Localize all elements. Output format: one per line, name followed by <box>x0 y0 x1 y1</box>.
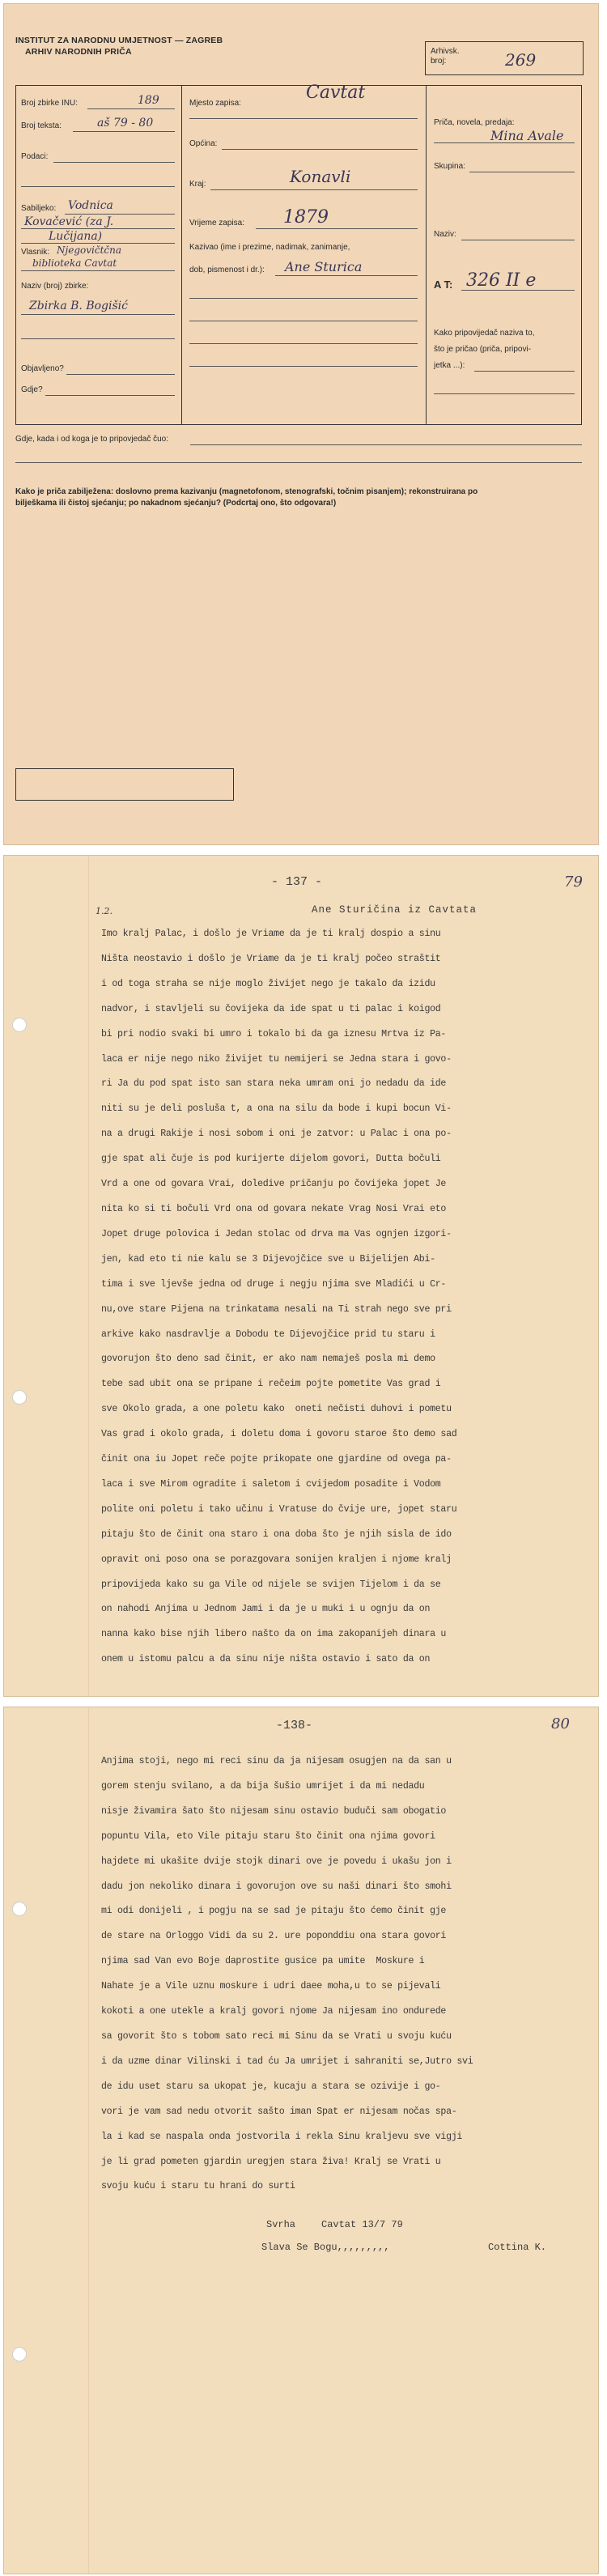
closing-signature: Cottina K. <box>488 2242 547 2253</box>
kako-label-2: što je pričao (priča, pripovi- <box>434 345 532 354</box>
sabiljeko-label: Sabiljeko: <box>21 204 57 213</box>
typed-line: on nahodi Anjima u Jednom Jami i da je u muki i u ognju da on <box>101 1604 431 1615</box>
typed-line: mi odi donijeli , i pogju na se sad je pitaju što ćemo činit gje <box>101 1906 447 1917</box>
kraj-value: Konavli <box>290 167 351 186</box>
recording-note-1: Kako je priča zabilježena: doslovno prema kazivanju (magnetofonom, stenografski, točnim pisanjem); rekonstruirana po <box>15 487 478 496</box>
punch-hole <box>12 1902 27 1916</box>
typed-line: govorujon što deno sad činit, er ako nam nemaješ posla mi demo <box>101 1354 435 1365</box>
typed-line: laca er nije nego niko živijet tu nemijeri se Jedna stara i govo- <box>101 1053 452 1065</box>
typed-line: de idu uset staru sa ukopat je, kucaju a stara se ozivije i go- <box>101 2081 441 2092</box>
story-title: Ane Sturičina iz Cavtata <box>312 904 478 916</box>
kako-label-3: jetka ...): <box>434 361 465 370</box>
typed-line: niti su je deli posluša t, a ona na silu da bode i kupi bocun Vi- <box>101 1103 452 1115</box>
prica-value: Mina Avale <box>490 128 564 143</box>
typed-text-block-1 <box>101 922 595 1673</box>
typed-line: ri Ja du pod spat isto san stara neka umram oni jo nedadu da ide <box>101 1078 447 1090</box>
closing-slava: Slava Se Bogu,,,,,,,,, <box>261 2242 390 2253</box>
card-fields-box <box>15 85 582 425</box>
typed-line: Vrd a one od govara Vrai, doledive pričanju po čovijeka jopet Je <box>101 1179 447 1190</box>
corner-number: 80 <box>551 1715 570 1732</box>
sabiljeko-value-2: Kovačević (za J. <box>24 215 114 228</box>
typed-line: arkive kako nasdravlje a Dobodu te Dijevojčice prid tu staru i <box>101 1328 435 1340</box>
empty-box <box>15 768 234 801</box>
punch-hole <box>12 2347 27 2361</box>
typed-line: činit ona iu Jopet reče pojte prikopate one gjardine od ovega pa- <box>101 1454 452 1465</box>
sabiljeko-value-1: Vodnica <box>68 199 113 212</box>
objavljeno-label: Objavljeno? <box>21 364 64 373</box>
sabiljeko-value-3: Lučijana) <box>49 230 103 243</box>
vlasnik-value-1: Njegovičtčna <box>57 244 121 256</box>
naziv-label: Naziv: <box>434 230 456 239</box>
typed-line: laca i sve Mirom ogradite i saletom i cvijedom posadite i Vodom <box>101 1478 441 1490</box>
typed-line: Vas grad i okolo grada, i doletu doma i govoru staroe što demo sad <box>101 1429 457 1440</box>
typed-line: nisje živamira šato što nijesam sinu ostavio buduči sam obogatio <box>101 1805 447 1817</box>
punch-hole <box>12 1390 27 1405</box>
closing-svrha: Svrha <box>266 2219 296 2230</box>
typed-line: Ništa neostavio i došlo je Vriame da je ti kralj počeo straštit <box>101 953 441 964</box>
typed-line: i od toga straha se nije moglo živijet nego je takalo da izidu <box>101 978 435 989</box>
at-value: 326 II e <box>466 270 537 291</box>
gdje-label: Gdje? <box>21 385 43 394</box>
punch-hole <box>12 1018 27 1032</box>
typed-page-137 <box>3 855 599 1697</box>
typed-line: nu,ove stare Pijena na trinkatama nesali na Ti strah nego sve pri <box>101 1303 452 1315</box>
institute-heading <box>15 35 223 57</box>
column-divider-2 <box>426 86 427 424</box>
column-divider-1 <box>181 86 182 424</box>
broj-zbirke-label: Broj zbirke INU: <box>21 99 79 108</box>
typed-line: opravit oni poso ona se porazgovara sonijen kraljen i njome kralj <box>101 1554 452 1565</box>
typed-line: nita ko si ti bočuli Vrd ona od govara nekate Vrag Nosi Vrai eto <box>101 1203 447 1214</box>
typed-text-block-2 <box>101 1749 595 2200</box>
typed-line: gorem stenju svilano, a da bija šušio umrijet i da mi nedadu <box>101 1780 425 1792</box>
typed-line: sve Okolo grada, a one poletu kako oneti nečisti duhovi i pometu <box>101 1404 452 1415</box>
archive-number-box <box>425 41 584 75</box>
kazivac-label-2: dob, pismenost i dr.): <box>189 266 265 274</box>
typed-page-138 <box>3 1707 599 2574</box>
mjesto-value: Cavtat <box>306 83 366 103</box>
broj-teksta-value: aš 79 - 80 <box>97 117 154 130</box>
typed-line: Anjima stoji, nego mi reci sinu da ja nijesam osugjen na da san u <box>101 1756 452 1766</box>
typed-line: Imo kralj Palac, i došlo je Vriame da je ti kralj dospio a sinu <box>101 929 441 939</box>
vlasnik-label: Vlasnik: <box>21 248 50 257</box>
typed-line: Jopet druge polovica i Jedan stolac od drva ma Vas ognjen izgori- <box>101 1228 452 1239</box>
kazivac-value: Ane Sturica <box>285 259 363 274</box>
typed-line: nanna kako bise njih libero našto da on ima zakopanijeh dinara u <box>101 1629 447 1640</box>
typed-line: tebe sad ubit ona se pripane i rečeim pojte pometite Vas grad i <box>101 1379 441 1390</box>
page-number: - 137 - <box>271 875 323 889</box>
vrijeme-value: 1879 <box>283 207 329 227</box>
typed-line: dadu jon nekoliko dinara i govorujon ove su naši dinari što smohi <box>101 1881 452 1892</box>
typed-line: popuntu Vila, eto Vile pitaju staru što činit ona njima govori <box>101 1830 435 1842</box>
skupina-label: Skupina: <box>434 162 465 171</box>
institute-line-1: INSTITUT ZA NARODNU UMJETNOST — ZAGREB <box>15 36 223 45</box>
typed-line: jen, kad eto ti nie kalu se 3 Dijevojčice sve u Bijelijen Abi- <box>101 1253 435 1265</box>
vrijeme-label: Vrijeme zapisa: <box>189 219 244 227</box>
typed-line: sa govorit što s tobom sato reci mi Sinu da se Vrati u svoju kuću <box>101 2030 452 2042</box>
typed-line: la i kad se naspala onda jostvorila i rekla Sinu kraljevu sve vigji <box>101 2131 463 2142</box>
typed-line: Nahate je a Vile uznu moskure i udri daee moha,u to se pijevali <box>101 1981 441 1992</box>
typed-line: de stare na Orloggo Vidi da su 2. ure poponddiu ona stara govori <box>101 1931 447 1942</box>
prica-label: Priča, novela, predaja: <box>434 118 515 127</box>
page-number: -138- <box>276 1719 313 1732</box>
typed-line: polite oni poletu i tako učinu i Vratuse do čvije ure, jopet staru <box>101 1503 457 1515</box>
broj-zbirke-value: 189 <box>138 94 159 107</box>
at-label: A T: <box>434 278 453 291</box>
typed-line: pitaju što de činit ona staro i ona doba što je njih sisla de ido <box>101 1528 452 1540</box>
catalog-card <box>3 3 599 845</box>
opcina-label: Općina: <box>189 139 218 148</box>
corner-number: 79 <box>564 874 583 891</box>
kazivac-label-1: Kazivao (ime i prezime, nadimak, zanimanje, <box>189 243 350 252</box>
vlasnik-value-2: biblioteka Cavtat <box>32 257 117 269</box>
broj-teksta-label: Broj teksta: <box>21 121 62 130</box>
typed-line: kokoti a one utekle a kralj govori njome Ja nijesam ino ondurede <box>101 2006 447 2017</box>
typed-line: pripovijeda kako su ga Vile od nijele se svijen Tijelom i da se <box>101 1579 441 1590</box>
typed-line: onem u istomu palcu a da sinu nije ništa ostavio i sato da on <box>101 1654 431 1665</box>
kraj-label: Kraj: <box>189 180 206 189</box>
typed-line: nadvor, i stavljeli su čovijeka da ide spat u ti palac i koigod <box>101 1003 441 1014</box>
typed-line: gje spat ali čuje is pod kurijerte dijelom govori, Dutta bočuli <box>101 1154 441 1165</box>
naziv-zbirke-value: Zbirka B. Bogišić <box>29 300 128 312</box>
institute-line-2: ARHIV NARODNIH PRIČA <box>25 47 132 57</box>
podaci-label: Podaci: <box>21 152 49 161</box>
closing-place-date: Cavtat 13/7 79 <box>321 2219 403 2230</box>
typed-line: i da uzme dinar Vilinski i tad ću Ja umrijet i sahraniti se,Jutro svi <box>101 2055 473 2067</box>
typed-line: svoju kuću i staru tu hrani do surti <box>101 2181 295 2192</box>
typed-line: tima i sve ljevše jedna od druge i negju njima sve Mladići u Cr- <box>101 1278 447 1290</box>
kako-label-1: Kako pripovijedač naziva to, <box>434 329 535 338</box>
archive-label-1: Arhivsk. <box>431 47 460 56</box>
typed-line: je li grad pometen gjardin uregjen stara živa! Kralj se Vrati u <box>101 2156 441 2167</box>
left-note: 1.2. <box>96 906 112 916</box>
recording-note-2: bilješkama ili čistoj sjećanju; po nakadnom sjećanju? (Podcrtaj ono, što odgovara!) <box>15 499 337 508</box>
typed-line: bi pri nodio svaki bi umro i tokalo bi da ga iznesu Mrtva iz Pa- <box>101 1028 447 1039</box>
recording-note <box>15 487 582 509</box>
typed-line: hajdete mi ukašite dvije stojk dinari ove je povedu i ukašu jon i <box>101 1855 452 1867</box>
typed-line: na a drugi Rakije i nosi sobom i oni je zatvor: u Palac i ona po- <box>101 1129 452 1140</box>
naziv-zbirke-label: Naziv (broj) zbirke: <box>21 282 89 291</box>
archive-label-2: broj: <box>431 57 447 66</box>
typed-line: njima sad Van evo Boje daprostite gusice pa umite Moskure i <box>101 1956 425 1967</box>
gdje-kada-label: Gdje, kada i od koga je to pripovjedač čuo: <box>15 435 169 444</box>
typed-line: vori je vam sad nedu otvorit sašto iman Spat er nijesam nočas spa- <box>101 2106 457 2117</box>
archive-number: 269 <box>505 50 537 70</box>
mjesto-label: Mjesto zapisa: <box>189 99 241 108</box>
